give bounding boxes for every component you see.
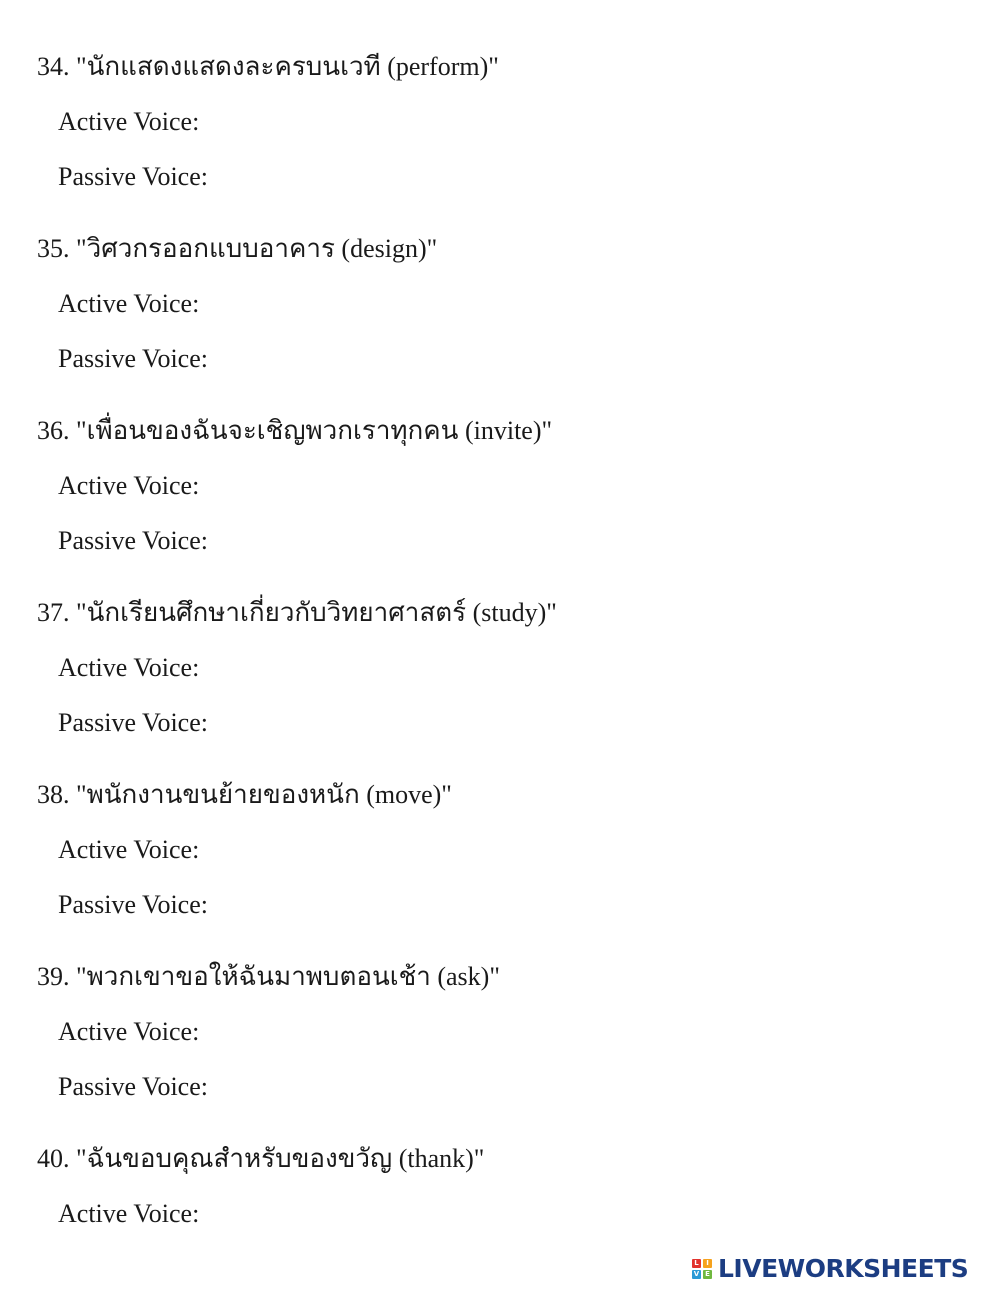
question-39-passive-voice-label: Passive Voice: <box>58 1072 208 1101</box>
question-40-prompt: 40. "ฉันขอบคุณสำหรับของขวัญ (thank)" <box>37 1144 485 1173</box>
liveworksheets-logo <box>692 1255 968 1283</box>
question-37-prompt: 37. "นักเรียนศึกษาเกี่ยวกับวิทยาศาสตร์ (study)" <box>37 598 557 627</box>
question-37-active-voice-input[interactable] <box>222 650 962 686</box>
question-38-prompt: 38. "พนักงานขนย้ายของหนัก (move)" <box>37 780 452 809</box>
question-36-passive-voice-input[interactable] <box>222 523 962 559</box>
question-35-passive-voice-input[interactable] <box>222 341 962 377</box>
question-38-passive-voice-label: Passive Voice: <box>58 890 208 919</box>
question-39-passive-voice-input[interactable] <box>222 1069 962 1105</box>
question-38-passive-voice-input[interactable] <box>222 887 962 923</box>
question-36-active-voice-input[interactable] <box>222 468 962 504</box>
question-34-passive-voice-input[interactable] <box>222 159 962 195</box>
question-37-passive-voice-label: Passive Voice: <box>58 708 208 737</box>
question-35-prompt: 35. "วิศวกรออกแบบอาคาร (design)" <box>37 234 438 263</box>
logo-tile-v: V <box>693 1270 700 1278</box>
question-34-prompt: 34. "นักแสดงแสดงละครบนเวที (perform)" <box>37 52 499 81</box>
question-40-active-voice-label: Active Voice: <box>58 1199 200 1228</box>
logo-tile-i: I <box>703 1259 712 1268</box>
liveworksheets-logo-icon <box>692 1259 712 1279</box>
logo-tile-l: L <box>692 1259 701 1268</box>
question-38-active-voice-input[interactable] <box>222 832 962 868</box>
question-36-passive-voice-label: Passive Voice: <box>58 526 208 555</box>
question-38-active-voice-label: Active Voice: <box>58 835 200 864</box>
logo-tile-e: E <box>703 1270 712 1279</box>
question-34-passive-voice-label: Passive Voice: <box>58 162 208 191</box>
liveworksheets-wordmark: LIVEWORKSHEETS <box>718 1254 969 1283</box>
question-39-prompt: 39. "พวกเขาขอให้ฉันมาพบตอนเช้า (ask)" <box>37 962 500 991</box>
question-34-active-voice-input[interactable] <box>222 104 962 140</box>
question-39-active-voice-input[interactable] <box>222 1014 962 1050</box>
question-35-passive-voice-label: Passive Voice: <box>58 344 208 373</box>
question-37-passive-voice-input[interactable] <box>222 705 962 741</box>
question-37-active-voice-label: Active Voice: <box>58 653 200 682</box>
question-34-active-voice-label: Active Voice: <box>58 107 200 136</box>
question-36-active-voice-label: Active Voice: <box>58 471 200 500</box>
question-40-active-voice-input[interactable] <box>222 1196 962 1232</box>
question-35-active-voice-label: Active Voice: <box>58 289 200 318</box>
question-39-active-voice-label: Active Voice: <box>58 1017 200 1046</box>
question-36-prompt: 36. "เพื่อนของฉันจะเชิญพวกเราทุกคน (invite)" <box>37 416 553 445</box>
question-35-active-voice-input[interactable] <box>222 286 962 322</box>
